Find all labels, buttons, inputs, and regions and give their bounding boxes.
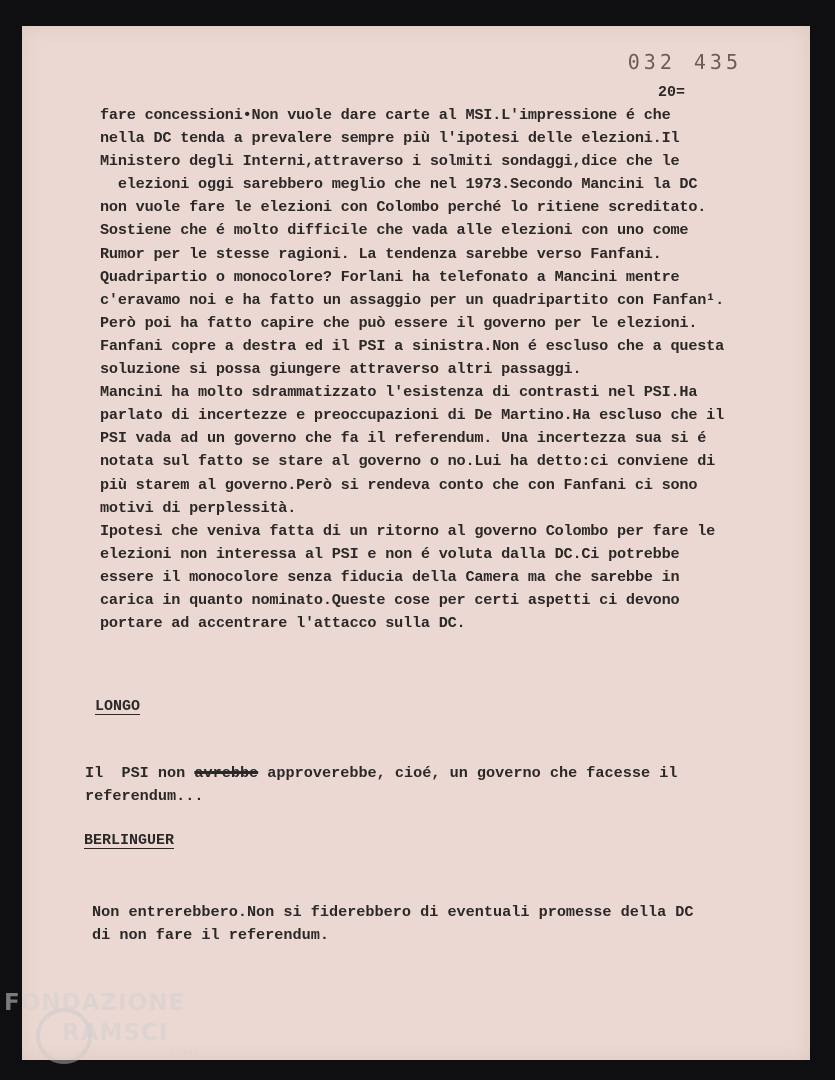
watermark-line2: RAMSCI [62, 1020, 169, 1046]
longo-text-after: approverebbe, cioé, un governo che facesse il referendum... [85, 764, 678, 805]
document-page [22, 26, 810, 1060]
watermark-line3: onlus [170, 1047, 200, 1057]
speaker-berlinguer: BERLINGUER [84, 832, 175, 849]
archive-stamp [628, 50, 742, 74]
berlinguer-paragraph: Non entrerebbero.Non si fiderebbero di eventuali promesse della DC di non fare il referendum. [92, 903, 694, 944]
struck-word: avrebbe [194, 764, 259, 782]
stamp-right: 435 [693, 50, 742, 74]
stamp-left: 032 [627, 50, 676, 74]
watermark [4, 988, 199, 1056]
watermark-line1: FONDAZIONE [4, 990, 186, 1016]
speaker-longo: LONGO [95, 698, 141, 715]
page-number: 20= [658, 84, 686, 101]
longo-text-before: Il PSI non [85, 764, 195, 782]
longo-paragraph [85, 762, 677, 808]
main-typed-text: fare concessioni•Non vuole dare carte al MSI.L'impressione é che nella DC tenda a prevalere sempre più l'ipotesi delle elezioni.Il Ministero degli Interni,attraverso i solmiti sondaggi,dice che le elezioni oggi sarebbero meglio che nel 1973.Secondo Mancini la DC non vuole fare le elezioni con Colombo perché lo ritiene screditato. Sostiene che é molto difficile che vada alle elezioni con uno come Rumor per le stesse ragioni. La tendenza sarebbe verso Fanfani. Quadripartio o monocolore? Forlani ha telefonato a Mancini mentre c'eravamo noi e ha fatto un assaggio per un quadripartito con Fanfan¹. Però poi ha fatto capire che può essere il governo per le elezioni. Fanfani copre a destra ed il PSI a sinistra.Non é escluso che a questa soluzione si possa giungere attraverso altri passaggi. Mancini ha molto sdrammatizzato l'esistenza di contrasti nel PSI.Ha parlato di incertezze e preoccupazioni di De Martino.Ha escluso che il PSI vada ad un governo che fa il referendum. Una incertezza sua si é notata sul fatto se stare al governo o no.Lui ha detto:ci conviene di più starem al governo.Però si rendeva conto che con Fanfani ci sono motivi di perplessità. Ipotesi che veniva fatta di un ritorno al governo Colombo per fare le elezioni non interessa al PSI e non é voluta dalla DC.Ci potrebbe essere il monocolore senza fiducia della Camera ma che sarebbe in carica in quanto nominato.Queste cose per certi aspetti ci devono portare ad accentrare l'attacco sulla DC. [100, 106, 724, 633]
